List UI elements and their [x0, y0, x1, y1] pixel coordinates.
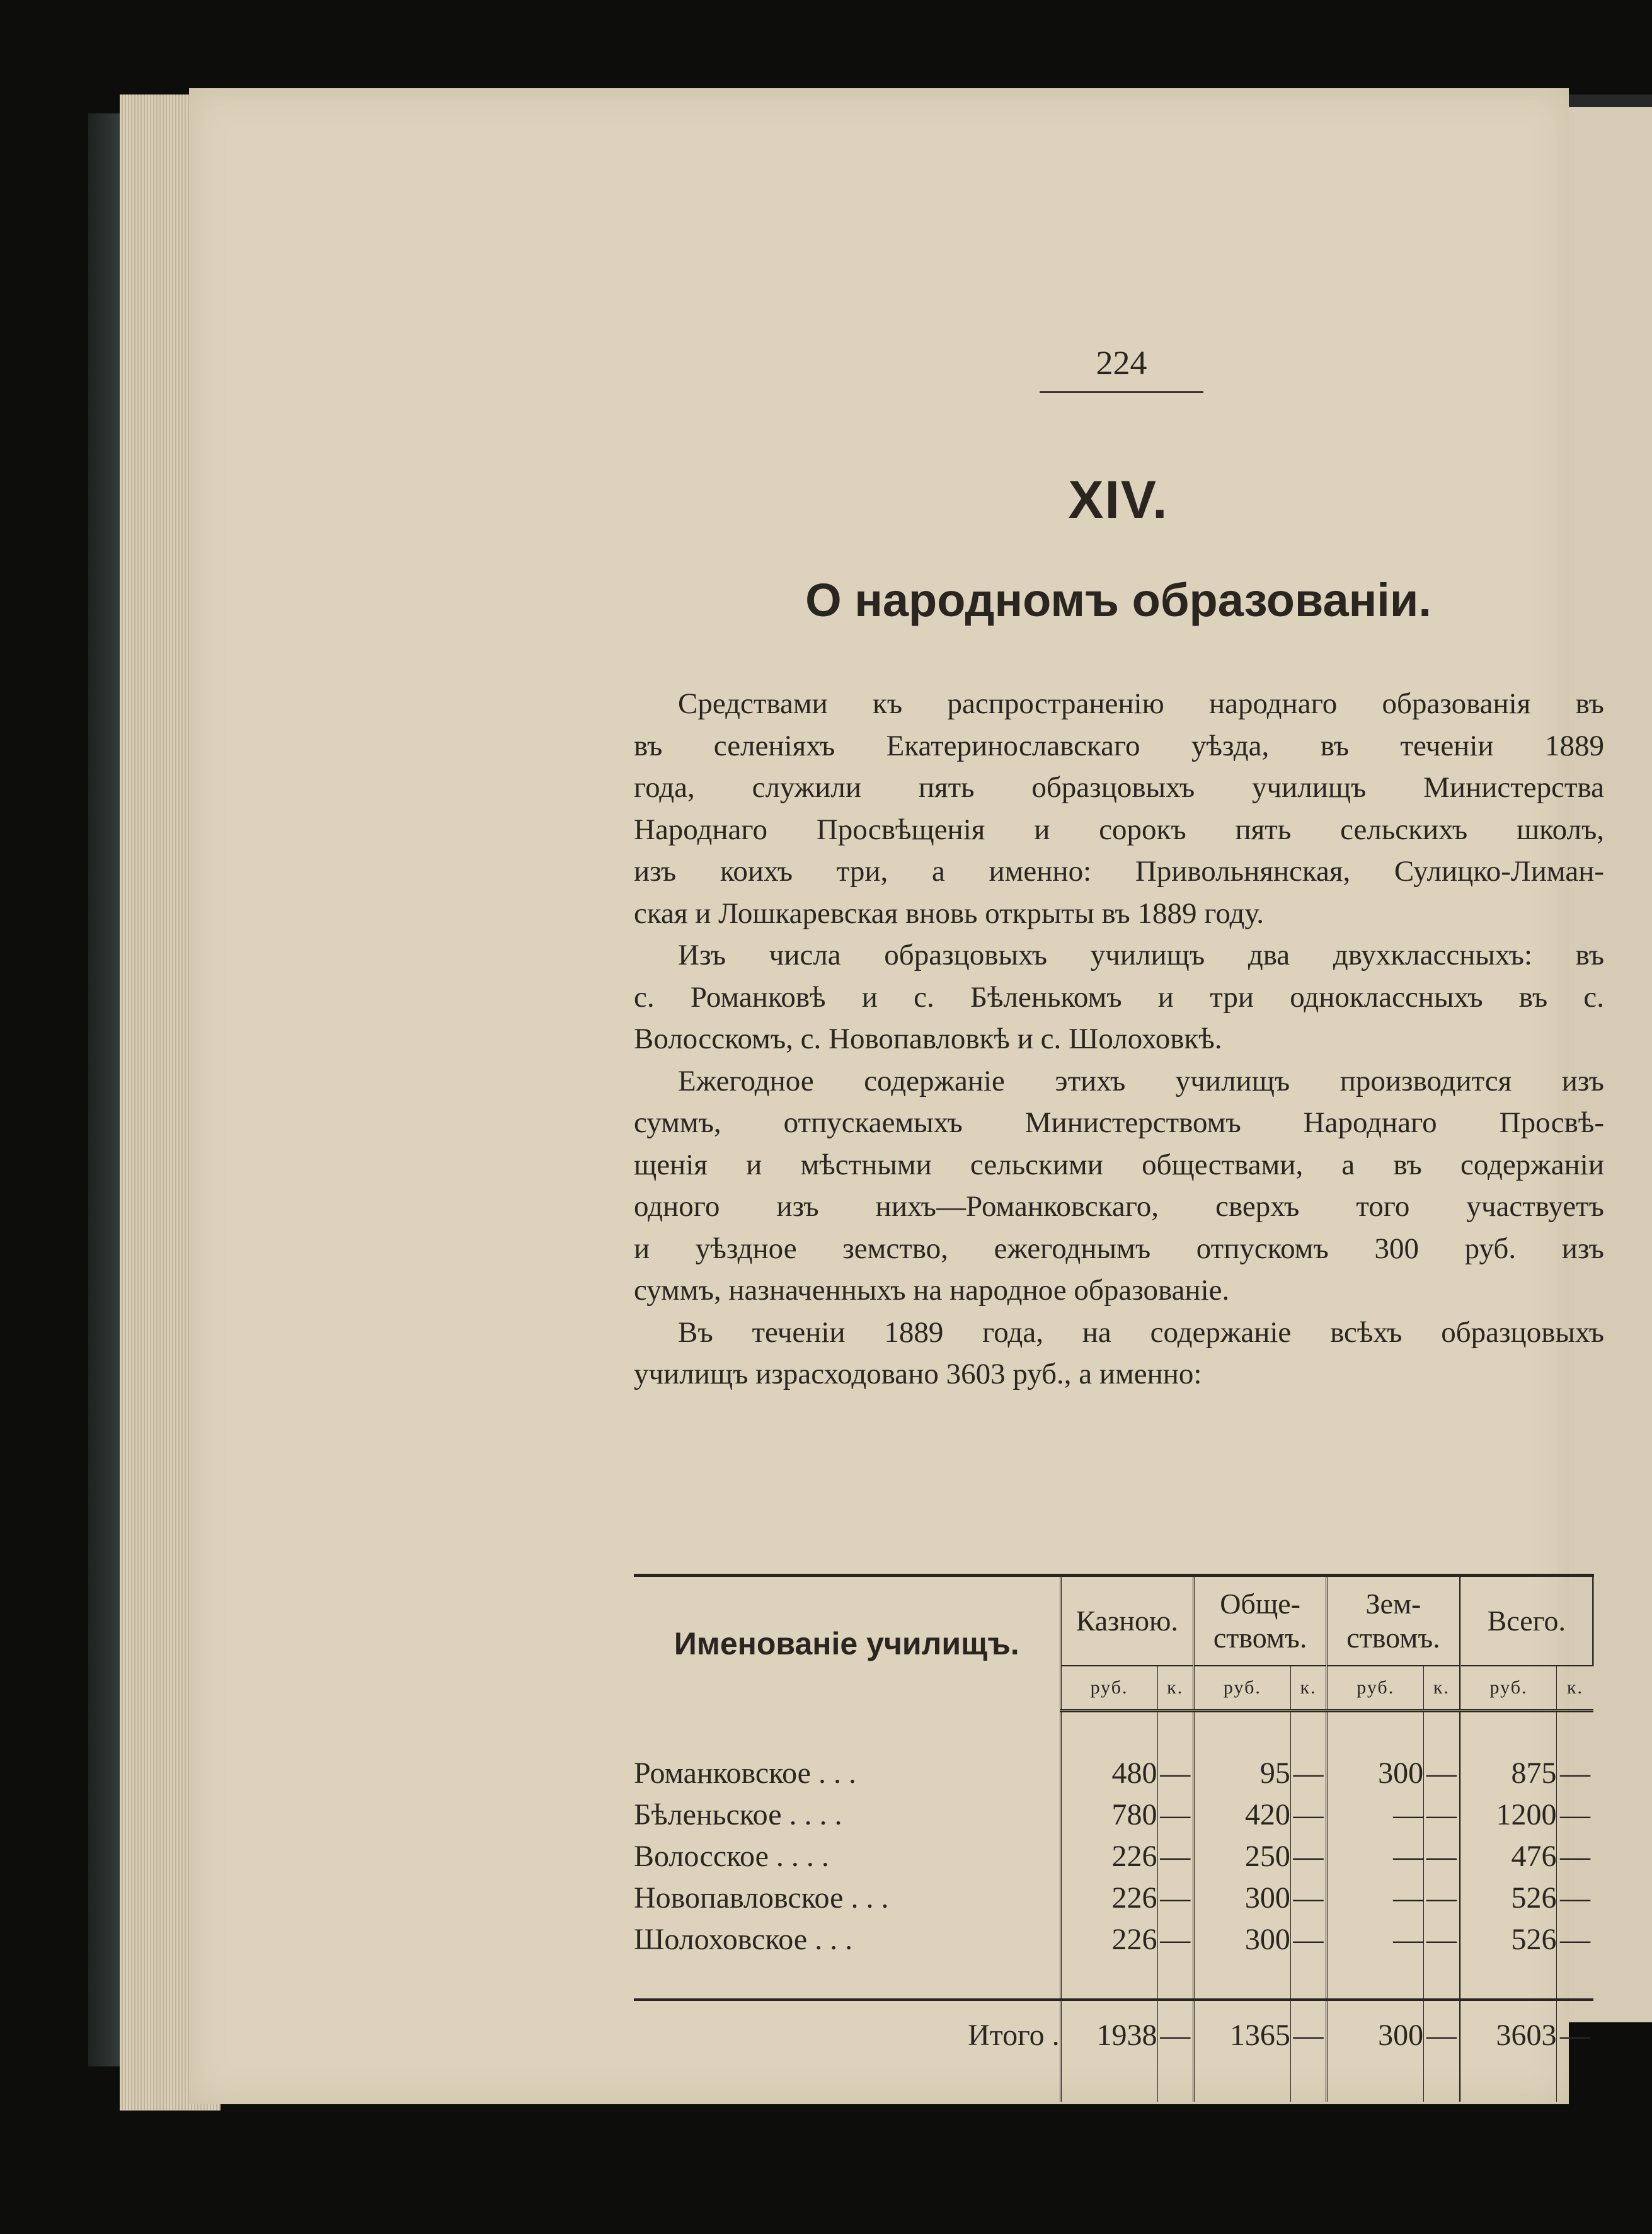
chapter-title: О народномъ образованіи.: [805, 574, 1431, 626]
amount-kopecks: —: [1424, 2000, 1460, 2070]
school-name: Бѣленьское . . . .: [634, 1794, 1060, 1836]
table-header-total-line1: Всего.: [1487, 1605, 1566, 1637]
amount-rubles: —: [1327, 1794, 1424, 1836]
school-name: Волосское . . . .: [634, 1836, 1060, 1877]
table-spacer-row: [634, 1961, 1593, 2000]
amount-rubles: 476: [1460, 1836, 1557, 1877]
text-line: въ селеніяхъ Екатеринославскаго уѣзда, въ теченіи 1889: [634, 729, 1604, 762]
amount-rubles: 300: [1327, 1753, 1424, 1794]
school-name: Романковское . . .: [634, 1753, 1060, 1794]
amount-kopecks: —: [1290, 1794, 1326, 1836]
amount-kopecks: —: [1559, 1756, 1590, 1790]
text-line: Ежегодное содержаніе этихъ училищъ производится изъ: [678, 1064, 1604, 1097]
body-text: [634, 683, 1604, 1395]
table-header-society-line2: ствомъ.: [1213, 1622, 1307, 1654]
subheader-kop: к.: [1290, 1666, 1326, 1711]
table-row: [634, 1919, 1593, 1961]
table-spacer-row: [634, 1711, 1593, 1753]
text-line: училищъ израсходовано 3603 руб., а именно:: [634, 1358, 1202, 1390]
amount-kopecks: —: [1157, 1794, 1193, 1836]
amount-rubles: 226: [1060, 1919, 1157, 1961]
amount-kopecks: —: [1290, 2000, 1326, 2070]
school-name: Шолоховское . . .: [634, 1919, 1060, 1961]
table-header-zemstvo-line1: Зем-: [1365, 1588, 1421, 1620]
amount-rubles: 780: [1060, 1794, 1157, 1836]
text-line: Волосскомъ, с. Новопавловкѣ и с. Шолоховкѣ.: [634, 1022, 1222, 1055]
table-header-total: [1460, 1577, 1593, 1666]
amount-kopecks: —: [1557, 2000, 1593, 2070]
amount-kopecks: —: [1424, 1877, 1460, 1919]
school-name: Итого .: [634, 2000, 1060, 2070]
table-header-society-line1: Обще-: [1220, 1588, 1300, 1620]
amount-rubles: 480: [1060, 1753, 1157, 1794]
amount-kopecks: —: [1157, 1753, 1193, 1794]
text-line: суммъ, отпускаемыхъ Министерствомъ Народнаго Просвѣ-: [634, 1106, 1604, 1139]
amount-kopecks: —: [1559, 1881, 1590, 1915]
amount-kopecks: —: [1559, 1798, 1590, 1831]
table-header-treasury-line1: Казною.: [1076, 1605, 1178, 1637]
amount-rubles: 3603: [1460, 2000, 1557, 2070]
text-line: Въ теченіи 1889 года, на содержаніе всѣхъ образцовыхъ: [678, 1315, 1604, 1349]
amount-kopecks: —: [1559, 1840, 1590, 1873]
text-line: с. Романковѣ и с. Бѣленькомъ и три одноклассныхъ въ с.: [634, 980, 1604, 1014]
school-name: Новопавловское . . .: [634, 1877, 1060, 1919]
text-line: Народнаго Просвѣщенія и сорокъ пять сельскихъ школъ,: [634, 813, 1604, 846]
table-total-row: [634, 2000, 1593, 2070]
subheader-kop: к.: [1424, 1666, 1460, 1711]
text-line: щенія и мѣстными сельскими обществами, а въ содержаніи: [634, 1148, 1604, 1181]
table-row: [634, 1753, 1593, 1794]
amount-rubles: 1200: [1460, 1794, 1557, 1836]
text-line: изъ коихъ три, а именно: Привольнянская, Сулицко-Лиман-: [634, 855, 1604, 888]
amount-kopecks: —: [1424, 1919, 1460, 1961]
amount-rubles: 250: [1193, 1836, 1290, 1877]
table-row: [634, 1794, 1593, 1836]
subheader-rub: руб.: [1327, 1666, 1424, 1711]
amount-rubles: 1938: [1060, 2000, 1157, 2070]
amount-kopecks: —: [1290, 1753, 1326, 1794]
subheader-rub: руб.: [1193, 1666, 1290, 1711]
amount-rubles: 420: [1193, 1794, 1290, 1836]
text-line: ская и Лошкаревская вновь открыты въ 1889 году.: [634, 896, 1264, 930]
amount-kopecks: —: [1157, 1836, 1193, 1877]
amount-rubles: 300: [1327, 2000, 1424, 2070]
amount-kopecks: —: [1424, 1753, 1460, 1794]
amount-kopecks: —: [1290, 1877, 1326, 1919]
amount-rubles: 526: [1460, 1877, 1557, 1919]
text-line: одного изъ нихъ—Романковскаго, сверхъ того участвуетъ: [634, 1190, 1604, 1223]
text-line: и уѣздное земство, ежегоднымъ отпускомъ 300 руб. изъ: [634, 1232, 1604, 1265]
amount-rubles: 1365: [1193, 2000, 1290, 2070]
table-row: [634, 1836, 1593, 1877]
amount-rubles: 526: [1460, 1919, 1557, 1961]
amount-rubles: —: [1327, 1877, 1424, 1919]
table-header-society: [1193, 1577, 1326, 1666]
amount-kopecks: —: [1157, 2000, 1193, 2070]
amount-rubles: 300: [1193, 1877, 1290, 1919]
amount-rubles: —: [1327, 1919, 1424, 1961]
schools-expense-table: [634, 1574, 1594, 2094]
amount-rubles: 300: [1193, 1919, 1290, 1961]
text-line: Изъ числа образцовыхъ училищъ два двухклассныхъ: въ: [678, 939, 1604, 971]
table-header-treasury: [1060, 1577, 1193, 1666]
amount-rubles: 226: [1060, 1836, 1157, 1877]
subheader-rub: руб.: [1460, 1666, 1557, 1711]
subheader-kop: к.: [1157, 1666, 1193, 1711]
book-page: [189, 88, 1604, 2104]
text-line: суммъ, назначенныхъ на народное образованіе.: [634, 1274, 1230, 1307]
table-header-zemstvo-line2: ствомъ.: [1346, 1622, 1440, 1654]
chapter-number: XIV.: [1068, 470, 1169, 529]
amount-kopecks: —: [1157, 1919, 1193, 1961]
subheader-kop: к.: [1557, 1666, 1593, 1711]
amount-rubles: —: [1327, 1836, 1424, 1877]
table-row: [634, 1877, 1593, 1919]
amount-kopecks: —: [1424, 1836, 1460, 1877]
text-line: года, служили пять образцовыхъ училищъ Министерства: [634, 771, 1604, 804]
amount-kopecks: —: [1424, 1794, 1460, 1836]
amount-rubles: 226: [1060, 1877, 1157, 1919]
amount-kopecks: —: [1290, 1919, 1326, 1961]
page-number: 224: [1040, 343, 1203, 393]
table-spacer-row: [634, 2070, 1593, 2102]
amount-rubles: 875: [1460, 1753, 1557, 1794]
amount-rubles: 95: [1193, 1753, 1290, 1794]
amount-kopecks: —: [1157, 1877, 1193, 1919]
amount-kopecks: —: [1559, 1923, 1590, 1956]
text-line: Средствами къ распространенію народнаго образованія въ: [678, 687, 1604, 720]
table-header-zemstvo: [1327, 1577, 1460, 1666]
table-header-school-name: Именованіе училищъ.: [634, 1577, 1060, 1711]
subheader-rub: руб.: [1060, 1666, 1157, 1711]
amount-kopecks: —: [1290, 1836, 1326, 1877]
